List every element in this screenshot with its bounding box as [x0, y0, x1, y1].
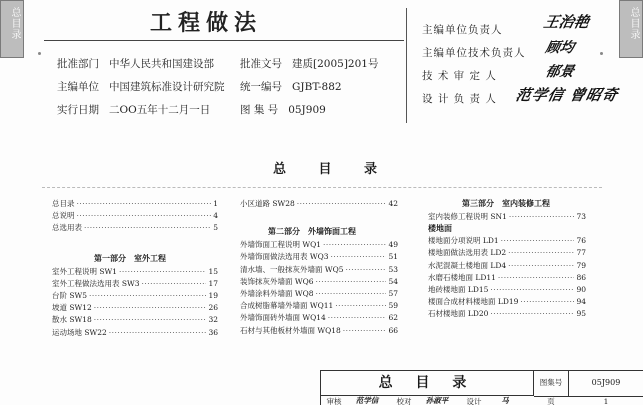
designer-signature: 马	[501, 396, 509, 405]
meta-value: 二OO五年十二月一日	[109, 104, 211, 116]
signature-handwriting: 范学信 曾昭奇	[513, 86, 621, 104]
signature-role: 主编单位负责人	[422, 24, 503, 36]
designer-label: 设计	[466, 397, 482, 405]
page-label: 页	[547, 397, 555, 405]
toc-entry-title: 外墙饰面做法选用表 WQ3	[240, 252, 329, 262]
toc-entry-title: 小区道路 SW28	[240, 199, 295, 208]
toc-entry-page: 5	[213, 223, 218, 233]
toc-entry-title: 水泥混凝土楼地面 LD4	[428, 260, 507, 270]
leader-dots	[77, 199, 212, 209]
leader-dots	[297, 199, 387, 209]
leader-dots	[490, 309, 574, 319]
leader-dots	[89, 291, 206, 301]
toc-entry-page: 1	[213, 199, 218, 208]
toc-entry[interactable]	[52, 303, 218, 315]
toc-entry[interactable]	[52, 211, 218, 223]
toc-entry[interactable]	[428, 236, 586, 248]
leader-dots	[94, 315, 207, 325]
leader-dots	[109, 328, 207, 338]
toc-entry[interactable]	[52, 279, 218, 291]
toc-entry-page: 15	[208, 266, 218, 276]
side-tab-right-label: 总目录	[628, 7, 639, 40]
toc-subsection-heading: 楼地面	[428, 223, 452, 234]
leader-dots	[508, 248, 574, 258]
toc-entry-title: 室外工程说明 SW1	[52, 266, 118, 276]
toc-entry-title: 地砖楼地面 LD15	[428, 284, 489, 294]
reviewer-signature: 范学信	[355, 396, 379, 405]
toc-entry[interactable]	[52, 199, 218, 211]
title-block	[320, 370, 643, 405]
toc-entry[interactable]	[240, 313, 398, 325]
toc-entry[interactable]	[52, 267, 218, 279]
toc-entry-title: 运动场地 SW22	[52, 327, 107, 337]
toc-entry-page: 76	[576, 236, 586, 246]
toc-section-heading: 第三部分 室内装修工程	[462, 198, 550, 208]
reviewer-label: 审核	[326, 397, 342, 405]
toc-entry-title: 坡道 SW12	[52, 303, 92, 313]
document-title: 工程做法	[150, 10, 263, 36]
toc-entry-page: 86	[576, 272, 586, 282]
toc-entry-page: 42	[388, 199, 398, 208]
leader-dots	[316, 277, 387, 287]
toc-section-heading: 第一部分 室外工程	[94, 252, 166, 263]
meta-label: 实行日期	[57, 104, 99, 116]
toc-entry-page: 32	[208, 315, 218, 325]
meta-value: 05J909	[288, 104, 326, 116]
meta-approval-number	[240, 56, 378, 71]
signature-handwriting: 王治艳	[541, 13, 591, 31]
toc-entry-title: 外墙饰面砖外墙面 WQ14	[240, 313, 326, 323]
toc-entry-title: 装饰抹灰外墙面 WQ6	[240, 276, 314, 286]
toc-entry[interactable]	[52, 223, 218, 235]
toc-entry[interactable]	[52, 328, 218, 340]
toc-entry[interactable]	[240, 301, 398, 313]
toc-entry-title: 水磨石楼地面 LD11	[428, 272, 496, 282]
meta-label: 统一编号	[240, 81, 282, 93]
toc-entry-title: 楼面合成材料楼地面 LD19	[428, 297, 519, 307]
checker-label: 校对	[396, 397, 412, 405]
page-number: 1	[603, 397, 609, 405]
toc-column-1	[52, 199, 218, 340]
toc-entry-page: 26	[208, 303, 218, 313]
leader-dots	[331, 252, 387, 262]
signature-role: 设 计 负 责 人	[422, 93, 497, 105]
toc-column-2	[240, 199, 398, 338]
leader-dots	[335, 301, 386, 311]
toc-entry-title: 石材与其他板材外墙面 WQ18	[240, 325, 341, 335]
toc-entry[interactable]	[52, 315, 218, 327]
toc-entry-page: 95	[576, 309, 586, 319]
toc-heading: 总 目 录	[272, 162, 392, 177]
toc-entry-title: 合成树脂幕墙外墙面 WQ11	[240, 301, 334, 311]
meta-label: 图 集 号	[240, 104, 279, 116]
toc-entry-title: 室外工程做法选用表 SW3	[52, 278, 140, 288]
toc-entry-title: 楼地面做法选用表 LD2	[428, 248, 507, 258]
toc-entry-title: 外墙涂料外墙面 WQ8	[240, 288, 314, 298]
toc-entry-title: 外墙饰面工程说明 WQ1	[240, 240, 322, 250]
toc-rule	[42, 187, 602, 188]
header-rule	[44, 40, 404, 41]
leader-dots	[328, 313, 387, 323]
leader-dots	[501, 236, 575, 246]
leader-dots	[142, 279, 207, 289]
toc-entry[interactable]	[240, 277, 398, 289]
meta-label: 主编单位	[57, 81, 99, 93]
toc-entry[interactable]	[428, 285, 586, 297]
toc-entry-page: 90	[576, 284, 586, 294]
meta-value: 中华人民共和国建设部	[109, 58, 214, 70]
leader-dots	[323, 240, 386, 250]
atlas-number-label: 图集号	[539, 378, 563, 387]
title-block-title: 总 目 录	[321, 371, 534, 396]
toc-entry-page: 54	[388, 276, 398, 286]
toc-entry[interactable]	[428, 273, 586, 285]
leader-dots	[508, 261, 574, 271]
toc-entry[interactable]	[428, 248, 586, 260]
signature-role: 主编单位技术负责人	[422, 47, 526, 59]
spacer	[240, 211, 398, 227]
title-block-divider	[568, 371, 569, 396]
binding-hole-mark	[600, 52, 603, 55]
toc-entry-page: 19	[208, 290, 218, 300]
toc-entry[interactable]	[240, 252, 398, 264]
toc-entry-title: 总选用表	[52, 223, 82, 233]
toc-entry[interactable]	[428, 309, 586, 321]
leader-dots	[84, 223, 211, 233]
atlas-number-value: 05J909	[591, 378, 621, 387]
toc-entry-title: 清水墙、一般抹灰外墙面 WQ5	[240, 264, 344, 274]
toc-entry-page: 49	[388, 240, 398, 250]
leader-dots	[343, 326, 387, 336]
toc-entry[interactable]	[240, 240, 398, 252]
toc-entry-page: 36	[208, 327, 218, 337]
leader-dots	[346, 265, 387, 275]
toc-entry-page: 73	[576, 212, 586, 221]
spacer	[52, 236, 218, 254]
meta-label: 批准部门	[57, 58, 99, 70]
toc-entry-page: 66	[388, 325, 398, 335]
toc-entry[interactable]	[52, 291, 218, 303]
leader-dots	[119, 267, 206, 277]
toc-entry-page: 94	[576, 297, 586, 307]
leader-dots	[520, 297, 574, 307]
toc-entry-page: 62	[388, 313, 398, 323]
toc-entry[interactable]	[240, 326, 398, 338]
toc-entry[interactable]	[428, 261, 586, 273]
signature-role: 技 术 审 定 人	[422, 70, 497, 82]
side-tab-right	[619, 0, 643, 58]
toc-entry[interactable]	[240, 199, 398, 211]
side-tab-left	[0, 0, 24, 58]
toc-column-3	[428, 199, 586, 322]
leader-dots	[490, 285, 574, 295]
meta-effective-date	[57, 102, 210, 117]
checker-signature: 孙淑平	[425, 396, 449, 405]
meta-value: GJBT-882	[292, 81, 342, 93]
signature-handwriting: 顾均	[544, 40, 576, 56]
toc-entry-title: 散水 SW18	[52, 315, 92, 325]
toc-entry-page: 53	[388, 264, 398, 274]
toc-entry-page: 17	[208, 278, 218, 288]
toc-entry-page: 51	[388, 252, 398, 262]
toc-entry-page: 77	[576, 248, 586, 258]
side-tab-left-label: 总目录	[9, 7, 20, 40]
header-divider	[406, 8, 407, 123]
meta-value: 建质[2005]201号	[292, 58, 379, 70]
toc-entry[interactable]	[428, 297, 586, 309]
meta-value: 中国建筑标准设计研究院	[109, 81, 225, 93]
leader-dots	[316, 289, 387, 299]
meta-atlas-number	[240, 102, 326, 117]
toc-entry[interactable]	[240, 289, 398, 301]
toc-entry-title: 室内装修工程说明 SN1	[428, 212, 507, 221]
leader-dots	[509, 212, 575, 222]
meta-label: 批准文号	[240, 58, 282, 70]
toc-entry-page: 57	[388, 288, 398, 298]
leader-dots	[77, 211, 212, 221]
toc-entry-title: 石材楼地面 LD20	[428, 309, 489, 319]
toc-entry-title: 楼地面分项说明 LD1	[428, 236, 499, 246]
leader-dots	[498, 273, 575, 283]
signature-handwriting: 郁景	[544, 64, 576, 80]
toc-entry-title: 总说明	[52, 211, 75, 221]
meta-editor-unit	[57, 79, 225, 94]
toc-entry-title: 台阶 SW5	[52, 290, 88, 300]
toc-entry-title: 总目录	[52, 199, 75, 208]
leader-dots	[94, 303, 207, 313]
meta-approval-dept	[57, 56, 214, 71]
toc-entry[interactable]	[240, 265, 398, 277]
toc-section-heading: 第二部分 外墙饰面工程	[268, 226, 356, 237]
binding-hole-mark	[38, 52, 41, 55]
meta-unified-number	[240, 79, 342, 94]
toc-entry-page: 59	[388, 301, 398, 311]
toc-entry-page: 4	[213, 211, 218, 221]
toc-entry-page: 79	[576, 260, 586, 270]
